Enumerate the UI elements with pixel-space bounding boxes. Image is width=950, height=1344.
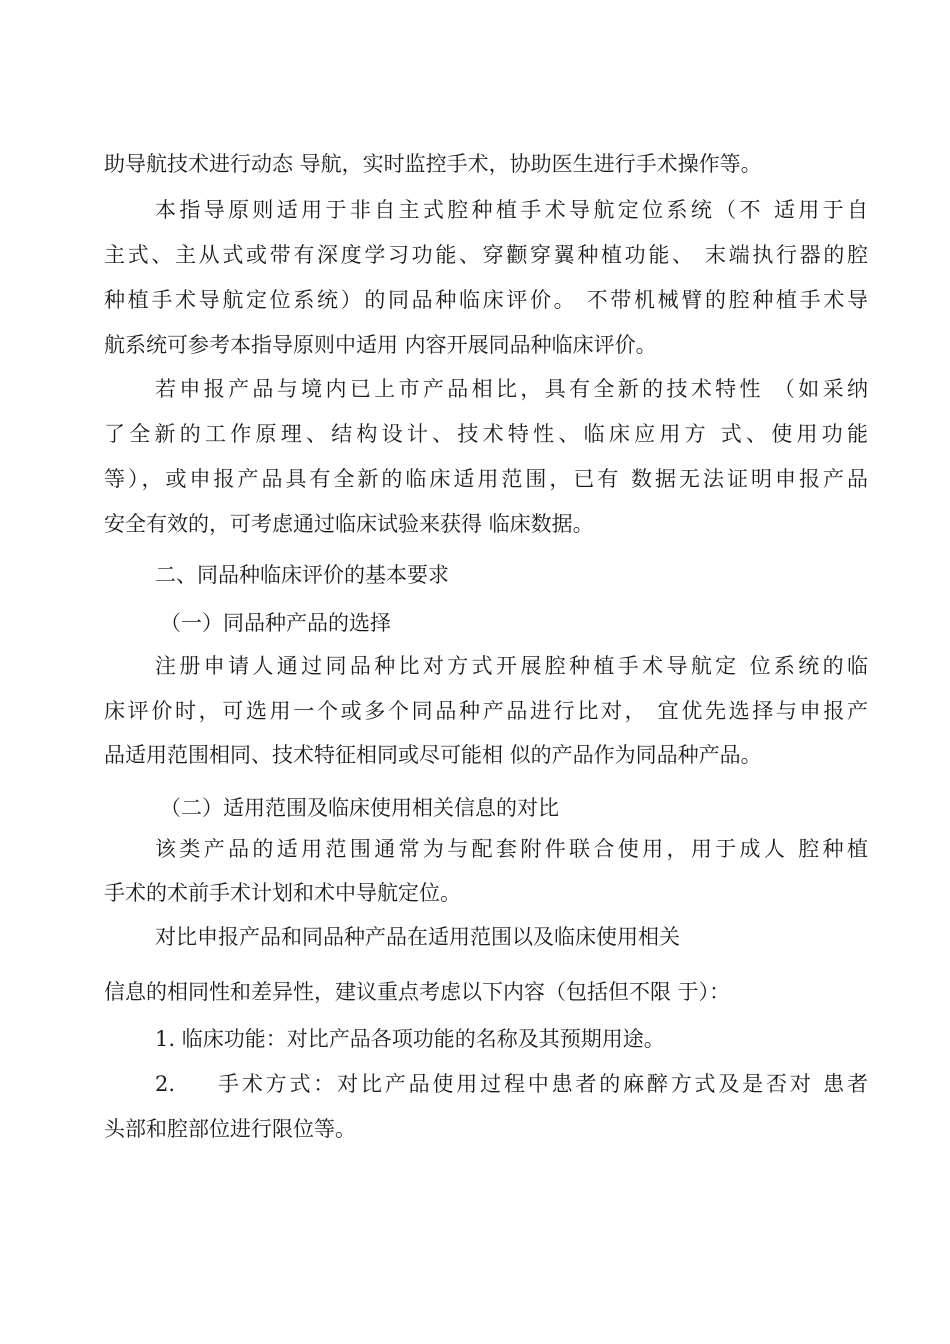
subsection-heading: （二）适用范围及临床使用相关信息的对比	[160, 796, 559, 820]
paragraph-line: 助导航技术进行动态 导航，实时监控手术，协助医生进行手术操作等。	[104, 152, 762, 176]
paragraph-line: 对比申报产品和同品种产品在适用范围以及临床使用相关	[155, 925, 680, 949]
paragraph-line: 航系统可参考本指导原则中适用 内容开展同品种临床评价。	[104, 333, 657, 357]
paragraph-line: 种植手术导航定位系统）的同品种临床评价。 不带机械臂的腔种植手术导	[104, 288, 868, 312]
subsection-heading: （一）同品种产品的选择	[160, 611, 391, 635]
paragraph-line: 手术的术前手术计划和术中导航定位。	[104, 881, 461, 905]
paragraph-line: 床评价时，可选用一个或多个同品种产品进行比对， 宜优先选择与申报产	[104, 699, 868, 723]
paragraph-line: 主式、主从式或带有深度学习功能、穿颧穿翼种植功能、 末端执行器的腔	[104, 243, 868, 267]
list-item: 1. 临床功能：对比产品各项功能的名称及其预期用途。	[155, 1027, 665, 1051]
paragraph-line: 安全有效的，可考虑通过临床试验来获得 临床数据。	[104, 512, 594, 536]
paragraph-line: 信息的相同性和差异性，建议重点考虑以下内容（包括但不限 于）：	[104, 980, 731, 1004]
paragraph-line: 了全新的工作原理、结构设计、技术特性、临床应用方 式、使用功能	[104, 422, 868, 446]
paragraph-line: 该类产品的适用范围通常为与配套附件联合使用，用于成人 腔种植	[155, 837, 868, 861]
paragraph-line: 若申报产品与境内已上市产品相比，具有全新的技术特性 （如采纳	[155, 377, 868, 401]
section-heading: 二、同品种临床评价的基本要求	[155, 563, 449, 587]
paragraph-line: 品适用范围相同、技术特征相同或尽可能相 似的产品作为同品种产品。	[104, 743, 762, 767]
list-item: 手术方式：对比产品使用过程中患者的麻醉方式及是否对 患者	[218, 1072, 868, 1096]
paragraph-line: 本指导原则适用于非自主式腔种植手术导航定位系统（不 适用于自	[155, 198, 868, 222]
paragraph-line: 等），或申报产品具有全新的临床适用范围，已有 数据无法证明申报产品	[104, 467, 868, 491]
list-item-number: 2.	[155, 1072, 176, 1096]
paragraph-line: 注册申请人通过同品种比对方式开展腔种植手术导航定 位系统的临	[155, 654, 868, 678]
paragraph-line: 头部和腔部位进行限位等。	[104, 1117, 356, 1141]
